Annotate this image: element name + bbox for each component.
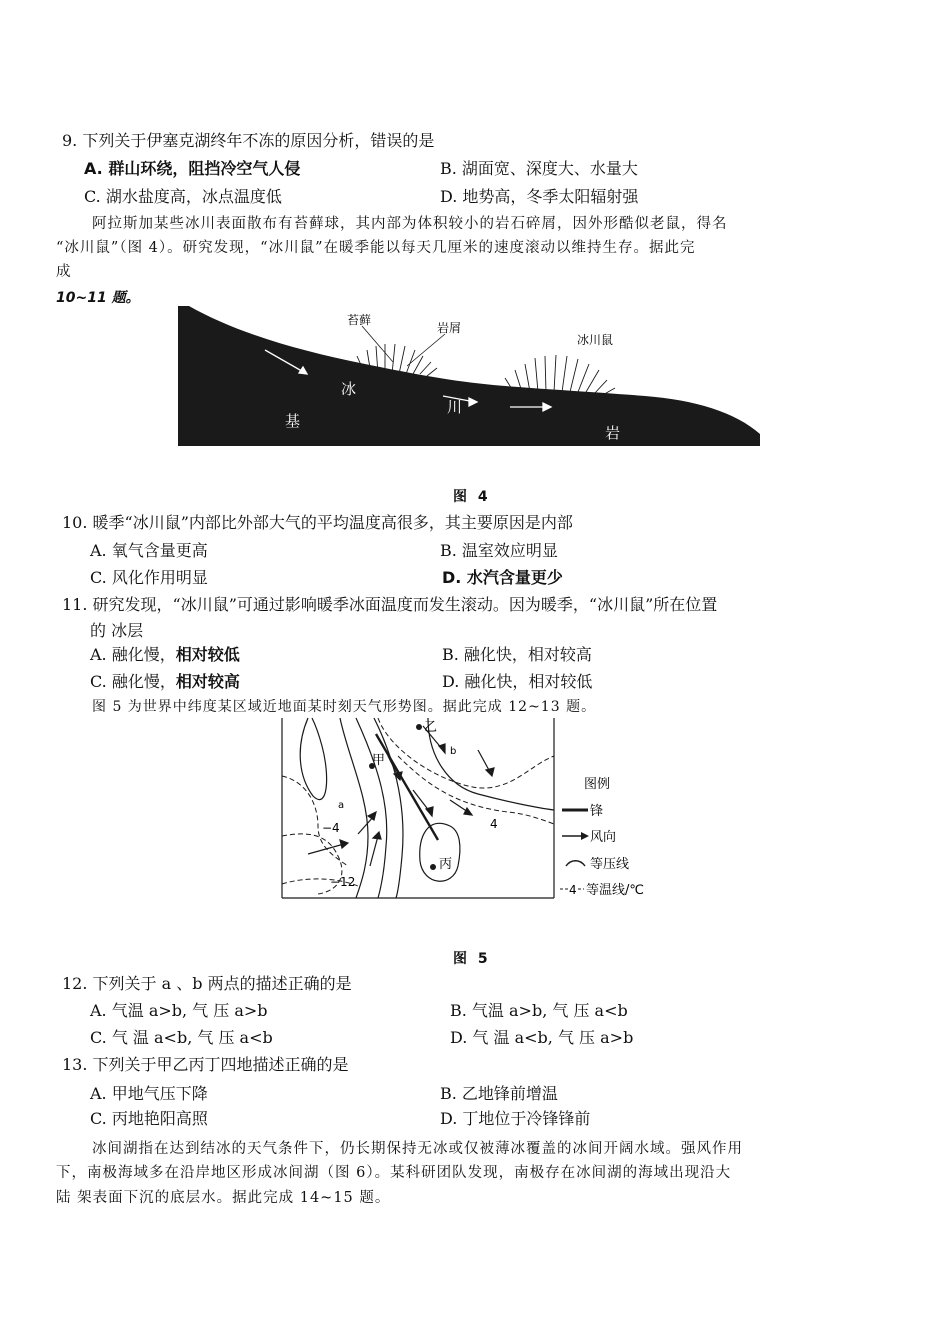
intro-paragraph-1-line-1: 阿拉斯加某些冰川表面散布有苔藓球，其内部为体积较小的岩石碎屑，因外形酷似老鼠，得名 [92,216,728,232]
intro-paragraph-3-line-2: 下，南极海域多在沿岸地区形成冰间湖（图 6）。某科研团队发现，南极存在冰间湖的海域出现沿大 [56,1165,732,1181]
point-yi: 乙 [424,720,438,735]
intro-paragraph-1-line-2: “冰川鼠”（图 4）。研究发现，“冰川鼠”在暖季能以每天几厘米的速度滚动以维持生存。据此完 [56,240,696,256]
point-a: a [338,800,345,811]
legend-isotherm: 等温线/℃ [586,883,644,898]
figure-5-caption: 图 5 [453,951,491,967]
label-chuan: 川 [447,398,463,416]
question-12-option-b: B. 气温 a>b, 气 压 a<b [450,1001,628,1020]
map-legend [560,777,644,898]
glacier-body [178,306,760,446]
intro-paragraph-3-line-3: 陆 架表面下沉的底层水。据此完成 14~15 题。 [56,1190,391,1206]
question-13-option-c: C. 丙地艳阳高照 [90,1109,208,1128]
figure-4-caption: 图 4 [453,489,491,505]
label-debris: 岩屑 [437,321,462,335]
intro-paragraph-2: 图 5 为世界中纬度某区域近地面某时刻天气形势图。据此完成 12~13 题。 [92,699,597,715]
question-11-option-d: D. 融化快，相对较低 [442,672,593,691]
legend-title: 图例 [584,777,611,792]
question-11-stem: 11. 研究发现，“冰川鼠”可通过影响暖季冰面温度而发生滚动。因为暖季，“冰川鼠”所在位置 [62,595,718,614]
question-12-option-d: D. 气 温 a<b, 气 压 a>b [450,1028,634,1047]
legend-isotherm-value: 4 [569,883,577,897]
question-11-option-b: B. 融化快，相对较高 [442,645,592,664]
isotherm-label-minus-12: −12 [330,875,356,889]
question-10-option-d: D. 水汽含量更少 [442,568,563,587]
question-10-stem: 10. 暖季“冰川鼠”内部比外部大气的平均温度高很多，其主要原因是内部 [62,513,573,532]
legend-wind: 风向 [590,830,617,845]
question-11-option-c: C. 融化慢，相对较高 [90,672,240,691]
question-9-option-a: A. 群山环绕，阻挡冷空气人侵 [84,159,301,178]
legend-isobar: 等压线 [590,857,630,872]
label-leader-lines [362,326,445,366]
question-9-option-d: D. 地势高，冬季太阳辐射强 [440,187,639,206]
question-12-option-a: A. 气温 a>b, 气 压 a>b [90,1001,268,1020]
question-12-option-c: C. 气 温 a<b, 气 压 a<b [90,1028,273,1047]
question-11-option-a: A. 融化慢，相对较低 [90,645,240,664]
label-moss: 苔藓 [347,313,372,327]
question-10-option-b: B. 温室效应明显 [440,541,558,560]
intro-paragraph-3-line-1: 冰间湖指在达到结冰的天气条件下，仍长期保持无冰或仅被薄冰覆盖的冰间开阔水域。强风作用 [92,1141,743,1157]
question-10-option-c: C. 风化作用明显 [90,568,208,587]
question-10-option-a: A. 氧气含量更高 [90,541,208,560]
label-ji: 基 [285,412,301,430]
intro-paragraph-1-line-4: 10~11 题。 [56,290,140,306]
question-13-option-d: D. 丁地位于冷锋锋前 [440,1109,591,1128]
front-line [376,734,438,840]
point-b: b [450,746,457,757]
question-13-option-b: B. 乙地锋前增温 [440,1084,558,1103]
legend-front: 锋 [590,804,604,819]
question-12-stem: 12. 下列关于 a 、b 两点的描述正确的是 [62,974,352,993]
wind-arrows [308,726,494,866]
label-yan: 岩 [605,424,621,442]
figure-4-glacier-mouse-diagram [175,302,765,450]
isotherm-label-4: 4 [490,817,498,831]
intro-paragraph-1-line-3: 成 [56,264,72,280]
moss-ball-2 [505,355,615,396]
question-9-stem: 9. 下列关于伊塞克湖终年不冻的原因分析，错误的是 [62,131,435,150]
question-13-option-a: A. 甲地气压下降 [90,1084,208,1103]
question-9-option-c: C. 湖水盐度高，冰点温度低 [84,187,282,206]
figure-5-weather-map [278,716,666,902]
point-jia: 甲 [372,753,386,768]
label-glacier-mouse: 冰川鼠 [577,333,614,347]
question-9-option-b: B. 湖面宽、深度大、水量大 [440,159,638,178]
isotherm-label-minus-4: −4 [322,821,340,835]
label-bing: 冰 [341,380,357,398]
question-13-stem: 13. 下列关于甲乙丙丁四地描述正确的是 [62,1055,349,1074]
question-11-stem-2: 的 冰层 [90,621,144,640]
point-bing: 丙 [439,857,453,872]
